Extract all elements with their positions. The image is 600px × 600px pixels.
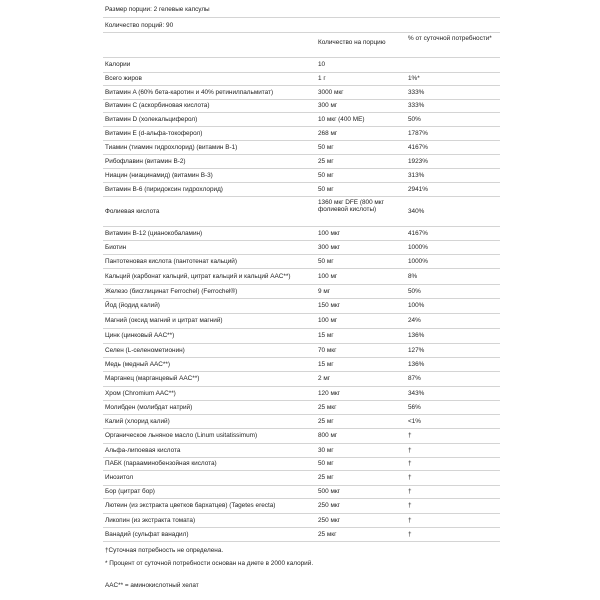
nutrient-daily-value: † <box>408 460 412 467</box>
nutrient-amount: 50 мг <box>318 258 334 265</box>
nutrient-name: Лютеин (из экстракта цветков бархатцев) (Tagetes erecta) <box>105 502 276 509</box>
nutrient-daily-value: 100% <box>408 302 425 309</box>
nutrient-name: Кальций (карбонат кальций, цитрат кальций и кальций AAC**) <box>105 273 291 280</box>
nutrient-row <box>103 99 500 113</box>
nutrient-name: Марганец (марганцевый AAC**) <box>105 375 200 382</box>
nutrient-name: Хром (Chromium AAC**) <box>105 390 176 397</box>
nutrient-name: Витамин B-12 (цианокобаламин) <box>105 230 203 237</box>
nutrient-row <box>103 343 500 358</box>
nutrient-name: Молибден (молибдат натрий) <box>105 404 193 411</box>
nutrient-name: Биотин <box>105 244 127 251</box>
servings-per-container-label: Количество порций: 90 <box>105 22 174 29</box>
nutrient-name: Рибофлавин (витамин B-2) <box>105 158 186 165</box>
nutrient-amount: 50 мг <box>318 460 334 467</box>
nutrient-amount: 25 мкг <box>318 531 337 538</box>
nutrient-name: Железо (бисглицинат Ferrochel) (Ferrochel®) <box>105 288 238 295</box>
nutrient-name: Альфа-липоевая кислота <box>105 447 181 454</box>
nutrient-row <box>103 443 500 458</box>
nutrient-daily-value: 340% <box>408 208 425 215</box>
nutrient-row <box>103 140 500 155</box>
nutrient-daily-value: 1923% <box>408 158 428 165</box>
nutrient-row <box>103 226 500 241</box>
nutrient-row <box>103 357 500 372</box>
nutrient-row <box>103 498 500 514</box>
nutrient-name: Магний (оксид магний и цитрат магний) <box>105 317 223 324</box>
nutrient-name: Органическое льняное масло (Linum usitatissimum) <box>105 432 258 439</box>
nutrient-daily-value: 1000% <box>408 258 428 265</box>
nutrient-row <box>103 386 500 401</box>
nutrient-daily-value: † <box>408 447 412 454</box>
nutrient-amount: 50 мг <box>318 144 334 151</box>
nutrient-amount: 250 мкг <box>318 502 340 509</box>
nutrient-daily-value: † <box>408 517 412 524</box>
nutrient-row <box>103 485 500 499</box>
nutrient-name: ПАБК (парааминобензойная кислота) <box>105 460 217 467</box>
nutrient-name: Цинк (цинковый AAC**) <box>105 332 175 339</box>
nutrient-row <box>103 470 500 486</box>
nutrient-amount: 300 мкг <box>318 244 340 251</box>
nutrient-amount: 300 мг <box>318 102 338 109</box>
nutrient-name: Инозитол <box>105 474 134 481</box>
nutrient-amount: 10 мкг (400 МЕ) <box>318 116 365 123</box>
nutrient-row <box>103 154 500 169</box>
nutrient-row <box>103 168 500 183</box>
nutrient-amount: 50 мг <box>318 172 334 179</box>
footnote-daily-value-not-established: †Суточная потребность не определена. <box>105 547 224 554</box>
nutrient-row <box>103 298 500 314</box>
nutrient-name: Калории <box>105 61 131 68</box>
nutrient-row <box>103 112 500 127</box>
nutrient-daily-value: † <box>408 488 412 495</box>
nutrient-row <box>103 254 500 269</box>
nutrient-daily-value: † <box>408 502 412 509</box>
nutrient-amount: 50 мг <box>318 186 334 193</box>
nutrient-name: Йод (йодид калий) <box>105 302 160 309</box>
nutrient-amount: 268 мг <box>318 130 338 137</box>
nutrient-daily-value: <1% <box>408 418 421 425</box>
nutrient-amount: 30 мг <box>318 447 334 454</box>
nutrient-row <box>103 428 500 444</box>
nutrient-daily-value: 136% <box>408 361 425 368</box>
nutrient-amount: 120 мкг <box>318 390 340 397</box>
nutrient-name: Пантотеновая кислота (пантотенат кальций) <box>105 258 237 265</box>
nutrient-amount: 25 мкг <box>318 404 337 411</box>
nutrient-row <box>103 513 500 528</box>
nutrient-amount: 500 мкг <box>318 488 340 495</box>
nutrient-amount: 1360 мкг DFE (800 мкг фолиевой кислоты) <box>318 199 384 214</box>
nutrient-amount: 1 г <box>318 75 326 82</box>
nutrient-daily-value: 333% <box>408 102 425 109</box>
serving-size-label: Размер порции: 2 гелевые капсулы <box>105 6 210 13</box>
nutrient-row <box>103 126 500 141</box>
nutrient-daily-value: † <box>408 474 412 481</box>
nutrient-name: Селен (L-селенометионин) <box>105 347 185 354</box>
nutrient-amount: 800 мг <box>318 432 338 439</box>
servings-per-container-row <box>103 17 500 33</box>
nutrient-row <box>103 527 500 542</box>
nutrient-daily-value: † <box>408 531 412 538</box>
nutrient-daily-value: 8% <box>408 273 418 280</box>
nutrient-amount: 70 мкг <box>318 347 337 354</box>
nutrient-name: Витамин B-6 (пиридоксин гидрохлорид) <box>105 186 223 193</box>
nutrient-amount: 25 мг <box>318 418 334 425</box>
nutrient-row <box>103 284 500 299</box>
nutrient-amount: 25 мг <box>318 474 334 481</box>
nutrient-row <box>103 400 500 415</box>
nutrient-name: Ликопин (из экстракта томата) <box>105 517 196 524</box>
nutrient-amount: 9 мг <box>318 288 331 295</box>
nutrient-row <box>103 268 500 285</box>
nutrient-name: Медь (медный AAC**) <box>105 361 171 368</box>
nutrient-daily-value: 50% <box>408 116 421 123</box>
nutrient-name: Витамин D (холекальциферол) <box>105 116 198 123</box>
nutrient-daily-value: † <box>408 432 412 439</box>
nutrient-amount: 3000 мкг <box>318 89 344 96</box>
nutrient-amount: 150 мкг <box>318 302 340 309</box>
nutrient-row <box>103 240 500 255</box>
nutrient-amount: 25 мг <box>318 158 334 165</box>
nutrient-daily-value: 87% <box>408 375 421 382</box>
nutrient-row <box>103 85 500 100</box>
nutrient-amount: 250 мкг <box>318 517 340 524</box>
nutrient-daily-value: 56% <box>408 404 421 411</box>
nutrient-amount: 100 мг <box>318 273 338 280</box>
nutrient-daily-value: 333% <box>408 89 425 96</box>
nutrient-name: Фолиевая кислота <box>105 208 160 215</box>
nutrient-daily-value: 136% <box>408 332 425 339</box>
nutrient-daily-value: 2941% <box>408 186 428 193</box>
footnote-aac-definition: AAC** = аминокислотный хелат <box>105 582 199 589</box>
nutrient-row <box>103 313 500 329</box>
nutrient-row <box>103 72 500 86</box>
nutrient-daily-value: 1787% <box>408 130 428 137</box>
nutrient-daily-value: 127% <box>408 347 425 354</box>
nutrient-daily-value: 4167% <box>408 230 428 237</box>
nutrient-amount: 100 мкг <box>318 230 340 237</box>
nutrient-daily-value: 50% <box>408 288 421 295</box>
nutrient-row <box>103 196 500 227</box>
nutrient-name: Тиамин (тиамин гидрохлорид) (витамин B-1) <box>105 144 238 151</box>
amount-per-serving-header: Количество на порцию <box>318 39 386 46</box>
nutrient-amount: 2 мг <box>318 375 331 382</box>
nutrient-amount: 15 мг <box>318 332 334 339</box>
nutrient-daily-value: 24% <box>408 317 421 324</box>
column-header-row <box>103 32 500 58</box>
nutrient-row <box>103 57 500 73</box>
nutrient-daily-value: 343% <box>408 390 425 397</box>
nutrient-row <box>103 371 500 387</box>
nutrient-row <box>103 182 500 197</box>
nutrient-amount: 100 мг <box>318 317 338 324</box>
nutrient-daily-value: 1%* <box>408 75 420 82</box>
nutrient-name: Витамин A (60% бета-каротин и 40% ретинилпальмитат) <box>105 89 274 96</box>
nutrient-row <box>103 457 500 471</box>
nutrient-name: Бор (цитрат бор) <box>105 488 155 495</box>
nutrient-row <box>103 328 500 344</box>
nutrient-daily-value: 313% <box>408 172 425 179</box>
daily-value-header: % от суточной потребности* <box>408 35 492 42</box>
nutrient-name: Ванадий (сульфат ванадил) <box>105 531 189 538</box>
nutrient-daily-value: 1000% <box>408 244 428 251</box>
nutrient-amount: 10 <box>318 61 326 68</box>
serving-size-row <box>103 2 500 18</box>
nutrient-amount: 15 мг <box>318 361 334 368</box>
nutrient-row <box>103 414 500 429</box>
nutrient-name: Ниацин (ниацинамид) (витамин B-3) <box>105 172 213 179</box>
nutrient-name: Всего жиров <box>105 75 142 82</box>
nutrient-daily-value: 4167% <box>408 144 428 151</box>
nutrient-name: Витамин C (аскорбиновая кислота) <box>105 102 210 109</box>
footnote-percent-basis: * Процент от суточной потребности основан на диете в 2000 калорий. <box>105 560 314 567</box>
nutrient-name: Витамин E (d-альфа-токоферол) <box>105 130 203 137</box>
nutrient-name: Калий (хлорид калий) <box>105 418 170 425</box>
